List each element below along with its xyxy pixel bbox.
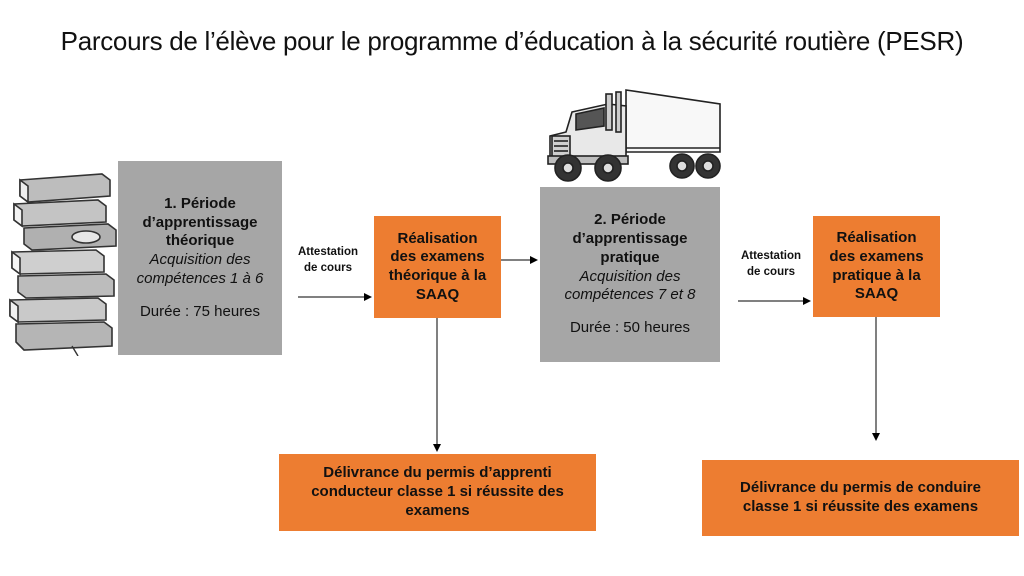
attestation-2-line2: de cours bbox=[747, 265, 795, 278]
period-1-sub-line1: Acquisition des bbox=[149, 251, 251, 268]
period-2-sub-line2: compétences 7 et 8 bbox=[564, 286, 696, 304]
attestation-1-line1: Attestation bbox=[297, 246, 359, 258]
diagram-title: Parcours de l’élève pour le programme d’éducation à la sécurité routière (PESR) bbox=[60, 26, 964, 56]
period-1-sub-line2: compétences 1 à 6 bbox=[136, 269, 264, 287]
period-2-heading-line1: 2. Période bbox=[594, 211, 666, 229]
period-2-heading-line2: d’apprentissage bbox=[572, 230, 688, 247]
attestation-1-line2: de cours bbox=[304, 261, 352, 274]
exam-1-line4: SAAQ bbox=[415, 285, 460, 303]
period-2-duration: Durée : 50 heures bbox=[569, 319, 691, 336]
result-2-line2: classe 1 si réussite des examens bbox=[742, 498, 979, 515]
exam-1-line1: Réalisation bbox=[397, 229, 478, 247]
period-1-heading-line1: 1. Période bbox=[164, 194, 236, 212]
exam-2-line1: Réalisation bbox=[836, 229, 917, 246]
period-2-heading-line3: pratique bbox=[600, 248, 660, 266]
result-1-line1: Délivrance du permis d’apprenti bbox=[323, 464, 552, 482]
attestation-2-line1: Attestation bbox=[740, 250, 802, 262]
period-1-heading-line3: théorique bbox=[165, 232, 235, 250]
period-1-duration: Durée : 75 heures bbox=[139, 302, 261, 320]
exam-1-line3: théorique à la bbox=[388, 267, 487, 284]
result-1-line3: examens bbox=[405, 501, 470, 519]
exam-2-line2: des examens bbox=[829, 247, 924, 265]
period-1-heading-line2: d’apprentissage bbox=[142, 213, 258, 231]
result-1-line2: conducteur classe 1 si réussite des bbox=[311, 483, 564, 501]
period-2-sub-line1: Acquisition des bbox=[579, 267, 681, 285]
result-2-line1: Délivrance du permis de conduire bbox=[740, 479, 981, 497]
exam-2-line4: SAAQ bbox=[854, 285, 899, 303]
exam-1-line2: des examens bbox=[390, 248, 485, 266]
exam-2-line3: pratique à la bbox=[832, 266, 921, 284]
